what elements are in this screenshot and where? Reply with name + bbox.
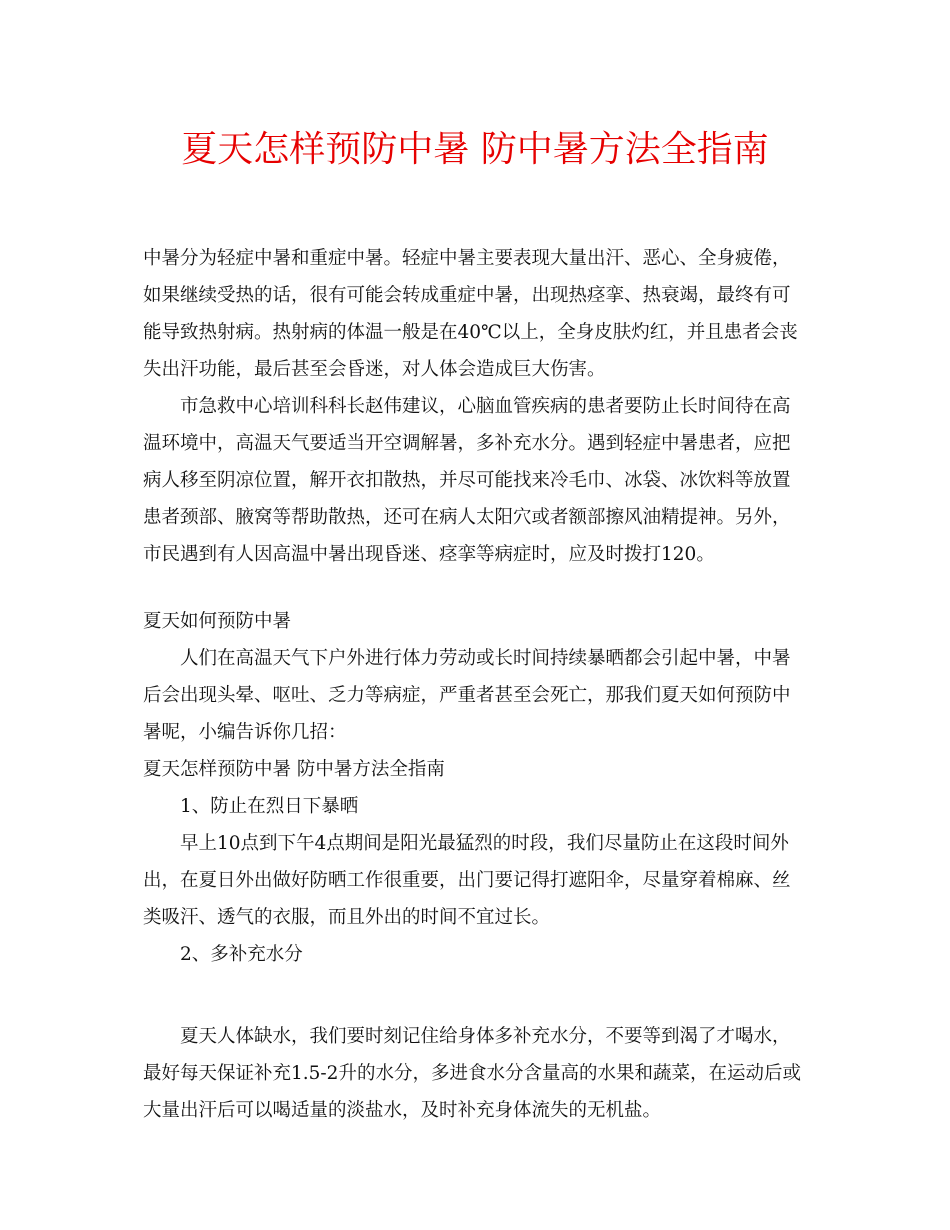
document-title: 夏天怎样预防中暑 防中暑方法全指南 [181,129,769,170]
paragraph-heatstroke-types: 中暑分为轻症中暑和重症中暑。轻症中暑主要表现大量出汗、恶心、全身疲倦，如果继续受热的话，很有可能会转成重症中暑，出现热痉挛、热衰竭，最终有可能导致热射病。热射病的体温一般是在40℃以上，全身皮肤灼红，并且患者会丧失出汗功能，最后甚至会昏迷，对人体会造成巨大伤害。 [143,248,798,380]
list-item-2-heading: 2、多补充水分 [180,944,303,965]
paragraph-prevention-intro: 人们在高温天气下户外进行体力劳动或长时间持续暴晒都会引起中暑，中暑后会出现头晕、呕吐、乏力等病症，严重者甚至会死亡，那我们夏天如何预防中暑呢，小编告诉你几招： [143,648,791,743]
paragraph-expert-advice: 市急救中心培训科科长赵伟建议，心脑血管疾病的患者要防止长时间待在高温环境中，高温天气要适当开空调解暑，多补充水分。遇到轻症中暑患者，应把病人移至阴凉位置，解开衣扣散热，并尽可能找来冷毛巾、冰袋、冰饮料等放置患者颈部、腋窝等帮助散热，还可在病人太阳穴或者额部擦风油精提神。另外，市民遇到有人因高温中暑出现昏迷、痉挛等病症时，应及时拨打120。 [143,396,791,565]
list-item-1-heading: 1、防止在烈日下暴晒 [180,796,359,817]
paragraph-hydration: 夏天人体缺水，我们要时刻记住给身体多补充水分，不要等到渴了才喝水，最好每天保证补充1.5-2升的水分，多进食水分含量高的水果和蔬菜，在运动后或大量出汗后可以喝适量的淡盐水，及时补充身体流失的无机盐。 [143,1026,801,1121]
paragraph-avoid-sun: 早上10点到下午4点期间是阳光最猛烈的时段，我们尽量防止在这段时间外出，在夏日外出做好防晒工作很重要，出门要记得打遮阳伞，尽量穿着棉麻、丝类吸汗、透气的衣服，而且外出的时间不宜过长。 [143,833,791,928]
subtitle-repeat: 夏天怎样预防中暑 防中暑方法全指南 [143,759,445,780]
section-heading-prevention: 夏天如何预防中暑 [143,611,292,632]
